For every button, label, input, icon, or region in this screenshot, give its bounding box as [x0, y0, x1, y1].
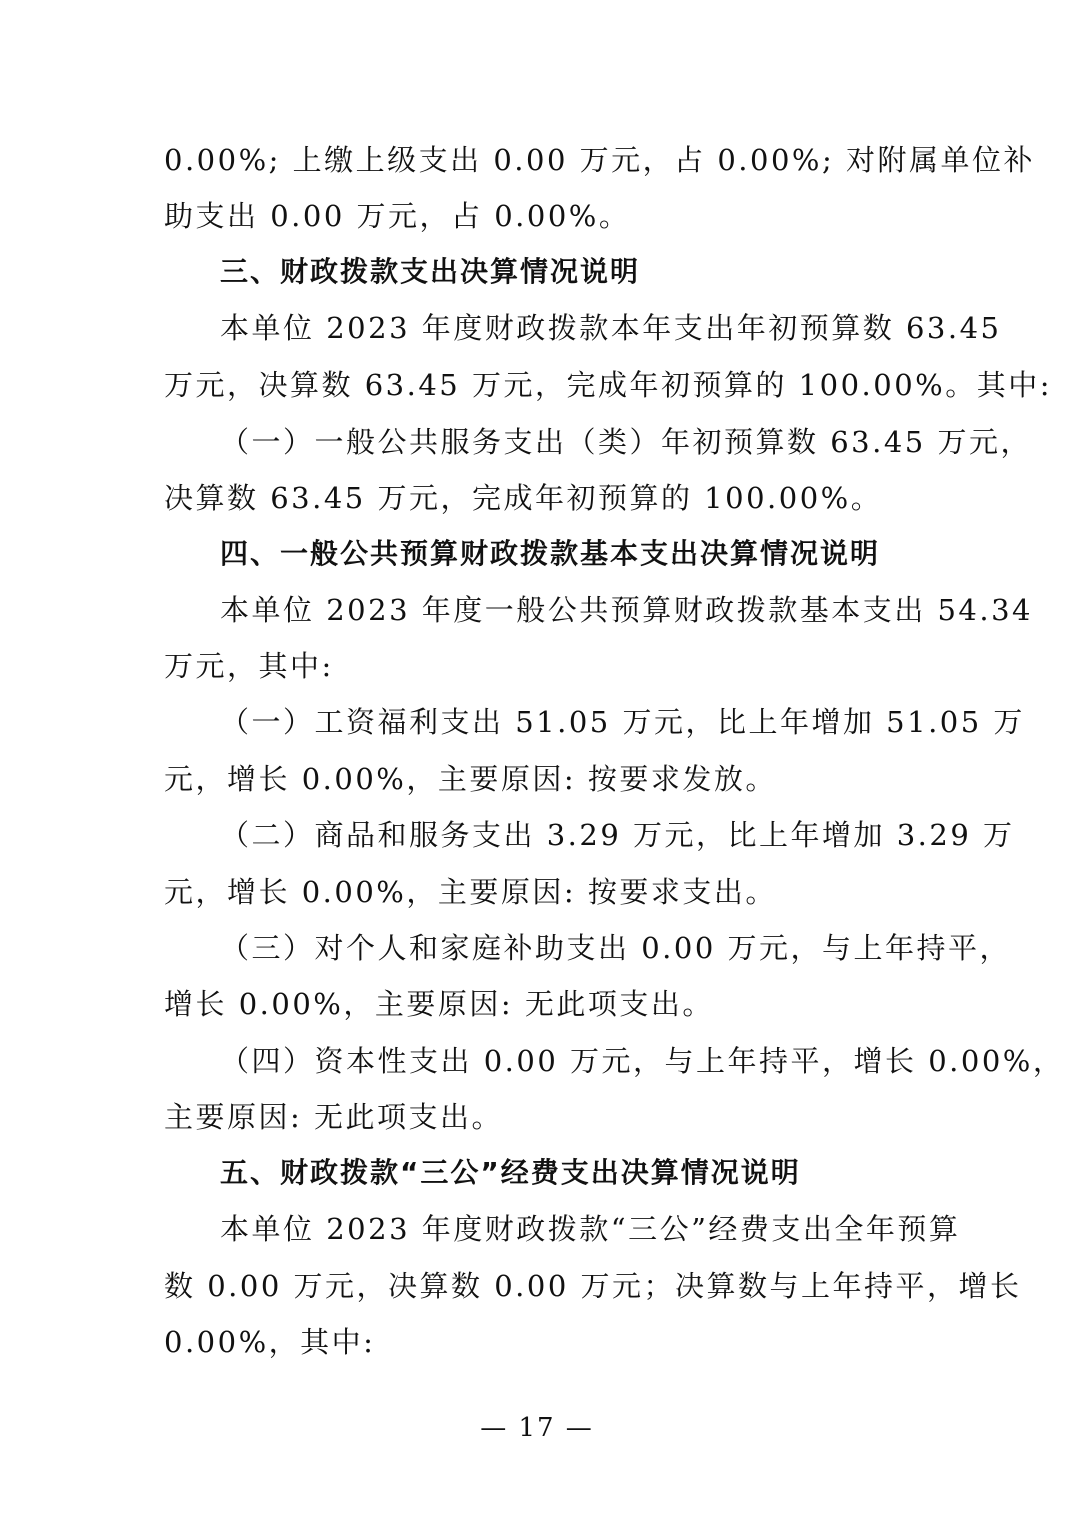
body-text-line: 助支出 0.00 万元，占 0.00%。 — [164, 199, 631, 233]
page-number: — 17 — — [480, 1413, 594, 1443]
body-text-line: （一）工资福利支出 51.05 万元，比上年增加 51.05 万 — [220, 705, 1025, 739]
section-heading-5: 五、财政拨款“三公”经费支出决算情况说明 — [220, 1156, 801, 1189]
body-text-line: （一）一般公共服务支出（类）年初预算数 63.45 万元， — [220, 425, 1032, 459]
body-text-line: 万元，其中: — [164, 649, 334, 683]
body-text-line: 本单位 2023 年度财政拨款“三公”经费支出全年预算 — [220, 1212, 961, 1246]
body-text-line: 元，增长 0.00%，主要原因: 按要求支出。 — [164, 875, 777, 909]
body-text-line: （四）资本性支出 0.00 万元，与上年持平，增长 0.00%， — [220, 1044, 1065, 1078]
section-heading-4: 四、一般公共预算财政拨款基本支出决算情况说明 — [220, 537, 881, 570]
section-heading-3: 三、财政拨款支出决算情况说明 — [220, 255, 641, 288]
body-text-line: 0.00%，其中: — [164, 1325, 376, 1359]
body-text-line: 本单位 2023 年度一般公共预算财政拨款基本支出 54.34 — [220, 593, 1033, 627]
body-text-line: 0.00%; 上缴上级支出 0.00 万元，占 0.00%; 对附属单位补 — [164, 143, 1035, 177]
body-text-line: 数 0.00 万元，决算数 0.00 万元；决算数与上年持平，增长 — [164, 1269, 1022, 1303]
body-text-line: 万元，决算数 63.45 万元，完成年初预算的 100.00%。其中: — [164, 368, 1052, 402]
body-text-line: 决算数 63.45 万元，完成年初预算的 100.00%。 — [164, 481, 883, 515]
body-text-line: （二）商品和服务支出 3.29 万元，比上年增加 3.29 万 — [220, 818, 1015, 852]
body-text-line: （三）对个人和家庭补助支出 0.00 万元，与上年持平， — [220, 931, 1012, 965]
body-text-line: 增长 0.00%，主要原因: 无此项支出。 — [164, 987, 714, 1021]
body-text-line: 元，增长 0.00%，主要原因: 按要求发放。 — [164, 762, 777, 796]
body-text-line: 本单位 2023 年度财政拨款本年支出年初预算数 63.45 — [220, 311, 1002, 345]
body-text-line: 主要原因: 无此项支出。 — [164, 1100, 503, 1134]
